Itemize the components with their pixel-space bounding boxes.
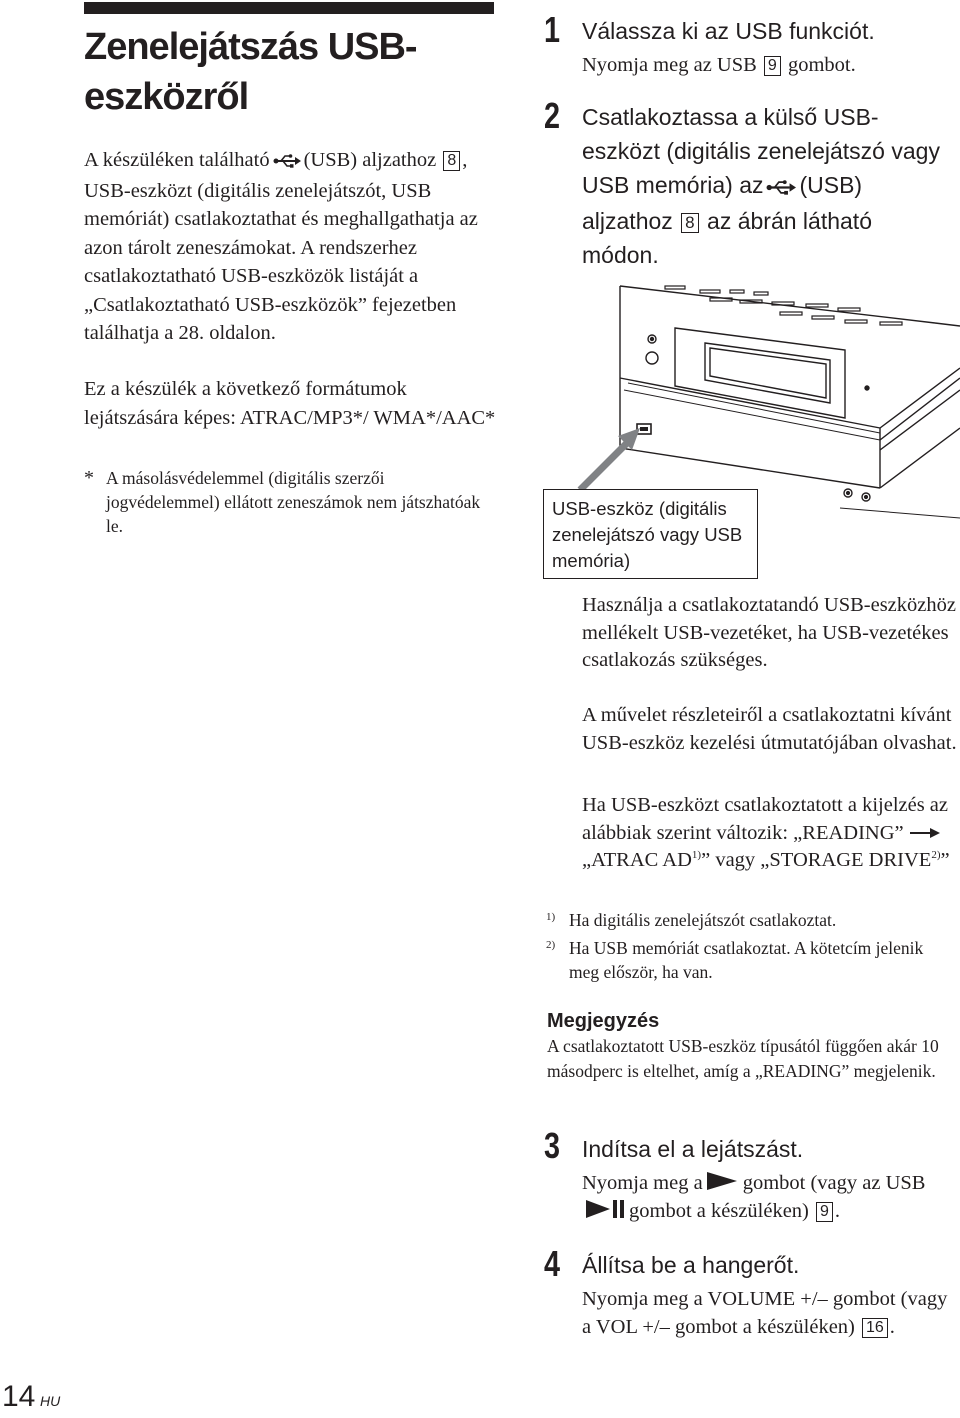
page-language-code: HU	[40, 1393, 61, 1409]
intro-text-a: A készüléken található	[84, 149, 270, 171]
step-3-body-b: gombot (vagy az USB	[742, 1172, 926, 1194]
play-icon	[707, 1172, 737, 1190]
knob-icon	[646, 352, 658, 364]
step-3-body-a: Nyomja meg a	[582, 1172, 703, 1194]
key-9: 9	[816, 1202, 833, 1222]
step-2-heading-c: az ábrán látható módon.	[582, 208, 872, 268]
footnote-1-mark: 1)	[546, 911, 556, 923]
step-1-body-a: Nyomja meg az USB	[582, 54, 757, 76]
display-change-c: ” vagy „STORAGE DRIVE	[701, 849, 932, 871]
display-change-b: „ATRAC AD	[582, 849, 692, 871]
intro-paragraph-2: Ez a készülék a következő formátumok lejátszására képes: ATRAC/MP3*/ WMA*/AAC*	[84, 378, 496, 429]
top-rule	[84, 2, 494, 14]
note-heading: Megjegyzés	[547, 1010, 660, 1032]
display-change-paragraph	[582, 792, 957, 875]
display-change-sup-2: 2)	[931, 849, 941, 862]
step-1-body-b: gombot.	[787, 54, 856, 76]
usb-cable-paragraph: Használja a csatlakoztatandó USB-eszközhöz mellékelt USB-vezetéket, ha USB-vezetékes csatlakozás szükséges.	[582, 594, 956, 671]
step-4-number: 4	[544, 1243, 561, 1284]
page-number	[2, 1380, 61, 1414]
step-1-body	[582, 52, 957, 80]
key-9: 9	[764, 56, 781, 76]
footnote-asterisk-mark: *	[84, 467, 94, 489]
display-change-sup-1: 1)	[691, 849, 702, 862]
step-2-heading	[582, 100, 952, 272]
step-4-body-b: .	[889, 1315, 895, 1338]
right-arrow-icon	[910, 820, 940, 848]
step-3-body	[582, 1170, 957, 1225]
display-change-a: Ha USB-eszközt csatlakoztatott a kijelzés az alábbiak szerint változik: „READING”	[582, 794, 949, 844]
key-8: 8	[443, 151, 460, 171]
page-title: Zenelejátszás USB-eszközről	[84, 26, 417, 118]
step-3-body-d: .	[834, 1199, 841, 1222]
step-4-heading: Állítsa be a hangerőt.	[582, 1252, 800, 1278]
key-8: 8	[681, 213, 698, 233]
key-16: 16	[862, 1318, 888, 1338]
step-2-heading-b: (USB) aljzathoz	[582, 172, 863, 234]
step-2-heading-a: Csatlakoztassa a külső USB-eszközt (digitális zenelejátszó vagy USB memória) az	[582, 104, 940, 198]
footnote-1-text: Ha digitális zenelejátszót csatlakoztat.	[569, 910, 837, 930]
usb-icon	[273, 148, 301, 177]
step-3-body-c: gombot a készüléken)	[629, 1199, 809, 1222]
intro-text-usb: (USB) aljzathoz	[303, 149, 437, 171]
step-4-body	[582, 1286, 957, 1341]
footnote-2	[546, 936, 956, 984]
step-3-heading: Indítsa el a lejátszást.	[582, 1136, 804, 1162]
display-change-d: ”	[940, 849, 950, 871]
step-2-number: 2	[544, 95, 561, 136]
step-1-number: 1	[544, 9, 561, 50]
arrow-icon	[580, 428, 640, 490]
step-4-body-a: Nyomja meg a VOLUME +/– gombot (vagy a VOL +/– gombot a készüléken)	[582, 1288, 948, 1338]
usb-icon	[766, 170, 796, 204]
manual-reference-paragraph: A művelet részleteiről a csatlakoztatni kívánt USB-eszköz kezelési útmutatójában olvashat.	[582, 704, 957, 754]
page-number-value: 14	[2, 1380, 36, 1413]
figure-callout: USB-eszköz (digitális zenelejátszó vagy USB memória)	[543, 489, 758, 579]
intro-text-b: , USB-eszközt (digitális zenelejátszót, USB memóriát) csatlakoztathat és meghallgathatja az azon tárolt zeneszámokat. A rendszerhez csatlakoztatható USB-eszközök listáját a „Csatlakoztatható USB-eszközök” fejezetben találhatja a 28. oldalon.	[84, 149, 478, 344]
step-1-heading: Válassza ki az USB funkciót.	[582, 18, 875, 44]
footnote-2-mark: 2)	[546, 939, 556, 951]
note-body: A csatlakoztatott USB-eszköz típusától függően akár 10 másodperc is eltelhet, amíg a „READING” megjelenik.	[547, 1036, 939, 1081]
footnote-2-text: Ha USB memóriát csatlakoztat. A kötetcím jelenik meg először, ha van.	[569, 938, 924, 982]
play-pause-icon	[586, 1200, 624, 1218]
footnote-1	[546, 908, 956, 932]
footnote-asterisk-text: A másolásvédelemmel (digitális szerzői jogvédelemmel) ellátott zeneszámok nem játszhatóak le.	[106, 468, 481, 536]
top-buttons	[665, 286, 902, 325]
footnote-asterisk	[84, 466, 494, 538]
step-3-number: 3	[544, 1125, 561, 1166]
intro-paragraph-1	[84, 146, 504, 348]
